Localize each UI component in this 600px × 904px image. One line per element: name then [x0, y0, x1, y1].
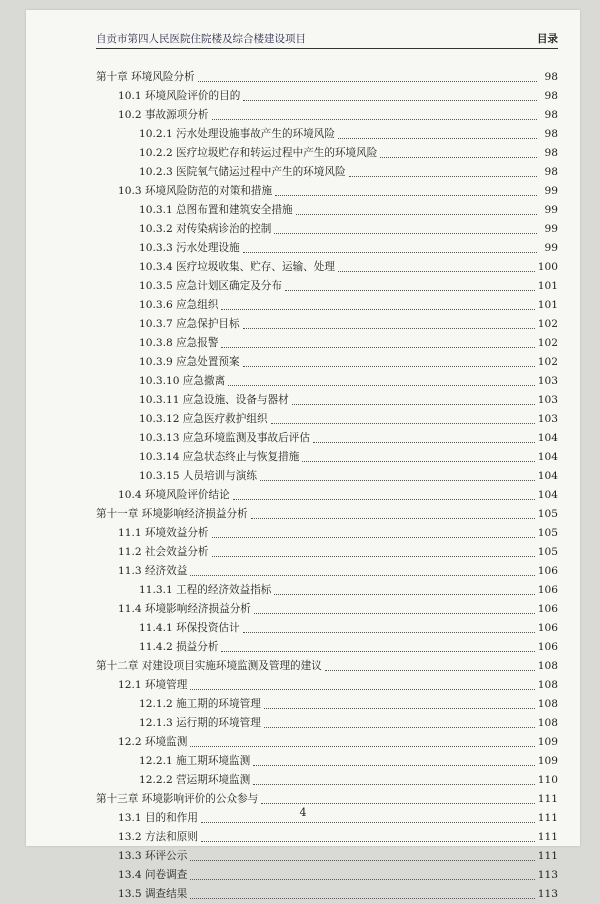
toc-entry[interactable] [96, 182, 558, 201]
toc-entry-title: 第十二章 对建设项目实施环境监测及管理的建议 [96, 660, 322, 672]
toc-entry-title: 10.3.14 应急状态终止与恢复措施 [139, 451, 300, 463]
toc-entry-title: 10.3.4 医疗垃圾收集、贮存、运输、处理 [139, 261, 335, 273]
toc-entry-title: 10.3.9 应急处置预案 [139, 356, 240, 368]
toc-entry[interactable] [96, 505, 558, 524]
toc-entry-page: 108 [537, 717, 558, 729]
dot-leader [260, 480, 535, 481]
toc-entry-page: 106 [537, 565, 558, 577]
toc-entry[interactable] [96, 353, 558, 372]
toc-entry-title: 13.3 环评公示 [118, 850, 188, 862]
toc-entry-page: 109 [537, 755, 558, 767]
page-header [96, 30, 558, 49]
dot-leader [302, 461, 534, 462]
toc-entry-page: 113 [537, 888, 558, 900]
toc-entry-title: 11.4.2 损益分析 [139, 641, 219, 653]
toc-entry[interactable] [96, 524, 558, 543]
dot-leader [264, 727, 535, 728]
toc-entry-page: 105 [537, 546, 558, 558]
toc-entry[interactable] [96, 391, 558, 410]
dot-leader [264, 708, 535, 709]
toc-entry[interactable] [96, 752, 558, 771]
toc-entry[interactable] [96, 258, 558, 277]
toc-entry[interactable] [96, 543, 558, 562]
dot-leader [325, 670, 535, 671]
dot-leader [201, 822, 535, 823]
toc-entry[interactable] [96, 429, 558, 448]
toc-entry-title: 10.3.8 应急报警 [139, 337, 219, 349]
dot-leader [190, 879, 534, 880]
toc-entry-title: 10.3.7 应急保护目标 [139, 318, 240, 330]
dot-leader [243, 366, 535, 367]
toc-entry-page: 101 [537, 299, 558, 311]
dot-leader [212, 119, 537, 120]
dot-leader [271, 423, 535, 424]
toc-entry[interactable] [96, 106, 558, 125]
toc-entry-title: 10.3.5 应急计划区确定及分布 [139, 280, 282, 292]
toc-entry[interactable] [96, 144, 558, 163]
dot-leader [349, 176, 537, 177]
toc-entry-title: 10.3 环境风险防范的对策和措施 [118, 185, 273, 197]
toc-entry-page: 102 [537, 337, 558, 349]
toc-entry[interactable] [96, 334, 558, 353]
toc-entry[interactable] [96, 486, 558, 505]
dot-leader [338, 271, 535, 272]
toc-entry-title: 10.2.3 医院氧气储运过程中产生的环境风险 [139, 166, 346, 178]
toc-entry[interactable] [96, 638, 558, 657]
dot-leader [221, 347, 534, 348]
dot-leader [198, 81, 537, 82]
dot-leader [190, 860, 534, 861]
toc-entry[interactable] [96, 410, 558, 429]
toc-entry-page: 108 [537, 679, 558, 691]
toc-entry-page: 111 [537, 850, 558, 862]
toc-entry-title: 12.2 环境监测 [118, 736, 188, 748]
toc-entry[interactable] [96, 125, 558, 144]
dot-leader [190, 746, 534, 747]
toc-entry[interactable] [96, 68, 558, 87]
toc-entry-page: 111 [537, 793, 558, 805]
dot-leader [243, 328, 535, 329]
table-of-contents [96, 68, 558, 904]
toc-entry[interactable] [96, 885, 558, 904]
toc-entry-title: 12.1.2 施工期的环境管理 [139, 698, 261, 710]
toc-entry-page: 101 [537, 280, 558, 292]
dot-leader [380, 157, 537, 158]
toc-entry-page: 104 [537, 451, 558, 463]
dot-leader [190, 898, 534, 899]
toc-entry-title: 10.1 环境风险评价的目的 [118, 90, 241, 102]
dot-leader [243, 252, 537, 253]
toc-entry-page: 103 [537, 394, 558, 406]
toc-entry-title: 10.3.11 应急设施、设备与器材 [139, 394, 289, 406]
toc-entry-title: 10.3.2 对传染病诊治的控制 [139, 223, 272, 235]
dot-leader [243, 100, 537, 101]
toc-entry-page: 99 [544, 204, 558, 216]
toc-entry-page: 102 [537, 318, 558, 330]
dot-leader [221, 309, 534, 310]
dot-leader [228, 385, 535, 386]
toc-entry-page: 98 [544, 147, 558, 159]
toc-entry[interactable] [96, 467, 558, 486]
toc-entry-title: 10.3.3 污水处理设施 [139, 242, 240, 254]
toc-entry-page: 99 [544, 185, 558, 197]
dot-leader [274, 233, 537, 234]
toc-entry[interactable] [96, 676, 558, 695]
dot-leader [253, 784, 535, 785]
toc-entry[interactable] [96, 220, 558, 239]
toc-entry[interactable] [96, 163, 558, 182]
dot-leader [251, 518, 535, 519]
toc-entry-title: 10.3.13 应急环境监测及事故后评估 [139, 432, 310, 444]
toc-entry-page: 104 [537, 489, 558, 501]
document-page [26, 10, 580, 900]
toc-entry[interactable] [96, 448, 558, 467]
dot-leader [296, 214, 537, 215]
toc-entry-page: 99 [544, 223, 558, 235]
toc-entry-title: 11.4 环境影响经济损益分析 [118, 603, 251, 615]
toc-entry-page: 98 [544, 90, 558, 102]
toc-entry-title: 10.3.10 应急撤离 [139, 375, 226, 387]
toc-entry-page: 98 [544, 166, 558, 178]
dot-leader [261, 803, 534, 804]
toc-entry[interactable] [96, 277, 558, 296]
toc-entry-page: 113 [537, 869, 558, 881]
toc-entry-title: 10.2 事故源项分析 [118, 109, 209, 121]
toc-entry-title: 10.3.1 总图布置和建筑安全措施 [139, 204, 293, 216]
dot-leader [274, 594, 534, 595]
toc-entry-title: 13.4 问卷调查 [118, 869, 188, 881]
toc-entry-title: 13.2 方法和原则 [118, 831, 198, 843]
toc-entry-title: 12.1 环境管理 [118, 679, 188, 691]
toc-entry[interactable] [96, 315, 558, 334]
toc-entry-page: 109 [537, 736, 558, 748]
toc-entry-page: 105 [537, 527, 558, 539]
toc-entry-page: 102 [537, 356, 558, 368]
toc-entry-page: 108 [537, 698, 558, 710]
dot-leader [254, 613, 535, 614]
toc-entry[interactable] [96, 866, 558, 885]
toc-entry-page: 110 [537, 774, 558, 786]
toc-entry-page: 105 [537, 508, 558, 520]
dot-leader [221, 651, 534, 652]
toc-entry-title: 10.4 环境风险评价结论 [118, 489, 230, 501]
dot-leader [212, 556, 535, 557]
toc-entry-page: 98 [544, 71, 558, 83]
toc-entry-page: 106 [537, 622, 558, 634]
toc-entry[interactable] [96, 296, 558, 315]
toc-entry-page: 108 [537, 660, 558, 672]
dot-leader [243, 632, 535, 633]
header-section: 目录 [537, 33, 558, 45]
dot-leader [275, 195, 537, 196]
dot-leader [285, 290, 535, 291]
toc-entry[interactable] [96, 581, 558, 600]
toc-entry-page: 104 [537, 432, 558, 444]
toc-entry[interactable] [96, 733, 558, 752]
dot-leader [190, 575, 534, 576]
dot-leader [190, 689, 534, 690]
toc-entry-title: 11.3 经济效益 [118, 565, 188, 577]
toc-entry-page: 106 [537, 584, 558, 596]
toc-entry-title: 11.4.1 环保投资估计 [139, 622, 240, 634]
dot-leader [292, 404, 535, 405]
toc-entry[interactable] [96, 847, 558, 866]
toc-entry-page: 106 [537, 603, 558, 615]
toc-entry[interactable] [96, 562, 558, 581]
toc-entry-title: 第十三章 环境影响评价的公众参与 [96, 793, 259, 805]
toc-entry[interactable] [96, 201, 558, 220]
toc-entry[interactable] [96, 619, 558, 638]
toc-entry[interactable] [96, 714, 558, 733]
toc-entry[interactable] [96, 828, 558, 847]
dot-leader [233, 499, 535, 500]
toc-entry[interactable] [96, 657, 558, 676]
toc-entry[interactable] [96, 372, 558, 391]
toc-entry-title: 10.2.2 医疗垃圾贮存和转运过程中产生的环境风险 [139, 147, 378, 159]
toc-entry-page: 104 [537, 470, 558, 482]
toc-entry-title: 11.2 社会效益分析 [118, 546, 209, 558]
toc-entry[interactable] [96, 771, 558, 790]
toc-entry-title: 10.2.1 污水处理设施事故产生的环境风险 [139, 128, 335, 140]
toc-entry-title: 13.1 目的和作用 [118, 812, 198, 824]
toc-entry-page: 98 [544, 109, 558, 121]
toc-entry-page: 98 [544, 128, 558, 140]
toc-entry-page: 99 [544, 242, 558, 254]
toc-entry-title: 10.3.6 应急组织 [139, 299, 219, 311]
toc-entry-title: 13.5 调查结果 [118, 888, 188, 900]
toc-entry[interactable] [96, 600, 558, 619]
dot-leader [338, 138, 537, 139]
toc-entry-title: 10.3.12 应急医疗救护组织 [139, 413, 268, 425]
toc-entry-page: 100 [537, 261, 558, 273]
toc-entry-title: 12.2.2 营运期环境监测 [139, 774, 251, 786]
toc-entry-title: 12.1.3 运行期的环境管理 [139, 717, 261, 729]
header-title: 自贡市第四人民医院住院楼及综合楼建设项目 [96, 33, 306, 45]
toc-entry-title: 11.1 环境效益分析 [118, 527, 209, 539]
dot-leader [212, 537, 535, 538]
toc-entry-page: 106 [537, 641, 558, 653]
toc-entry[interactable] [96, 695, 558, 714]
dot-leader [253, 765, 535, 766]
dot-leader [201, 841, 535, 842]
toc-entry[interactable] [96, 87, 558, 106]
toc-entry-page: 111 [537, 812, 558, 824]
toc-entry-page: 111 [537, 831, 558, 843]
toc-entry-title: 第十一章 环境影响经济损益分析 [96, 508, 248, 520]
toc-entry-title: 12.2.1 施工期环境监测 [139, 755, 251, 767]
toc-entry-title: 11.3.1 工程的经济效益指标 [139, 584, 272, 596]
toc-entry-page: 103 [537, 375, 558, 387]
toc-entry-page: 103 [537, 413, 558, 425]
toc-entry[interactable] [96, 239, 558, 258]
page-number: 4 [299, 806, 307, 819]
toc-entry-title: 10.3.15 人员培训与演练 [139, 470, 257, 482]
dot-leader [313, 442, 535, 443]
toc-entry-title: 第十章 环境风险分析 [96, 71, 195, 83]
